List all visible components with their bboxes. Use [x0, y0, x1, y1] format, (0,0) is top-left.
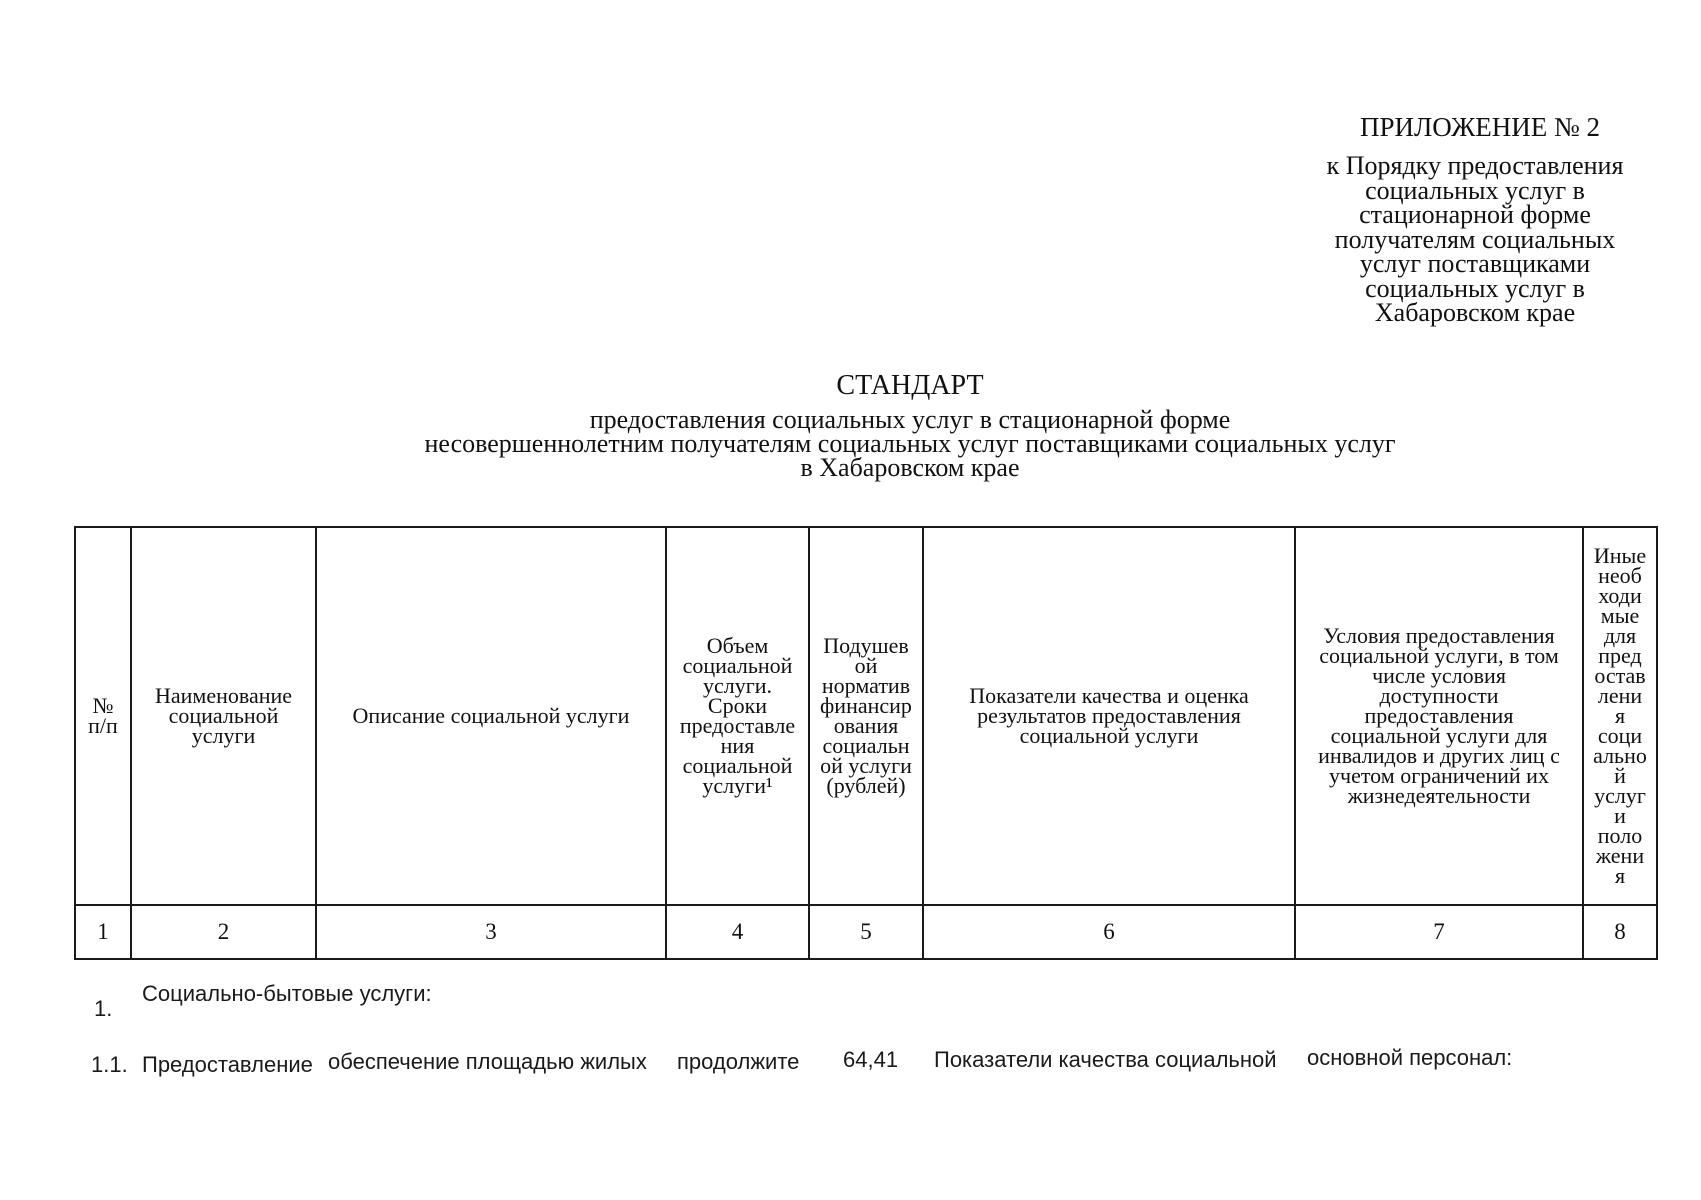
column-header-line: я: [1614, 863, 1626, 888]
column-header-line: ходи: [1598, 583, 1642, 608]
column-number-cell: 1: [75, 905, 131, 959]
column-header-line: для: [1603, 623, 1637, 648]
column-header-line: ния: [720, 733, 755, 758]
column-header-line: ой услуги: [820, 753, 912, 778]
column-header-line: ально: [1593, 743, 1647, 768]
column-number-cell: 5: [809, 905, 923, 959]
column-header-line: мые: [1600, 603, 1640, 628]
column-header-line: й: [1614, 763, 1626, 788]
column-header-line: п/п: [88, 713, 118, 738]
column-header-line: норматив: [821, 673, 911, 698]
column-header-line: финансир: [820, 693, 912, 718]
column-header-1: [75, 527, 131, 905]
appendix-line: к Порядку предоставления: [1326, 151, 1624, 180]
column-number-cell: 6: [923, 905, 1295, 959]
column-header-line: услуги.: [702, 673, 773, 698]
column-header-line: предоставле: [679, 713, 796, 738]
document-title: СТАНДАРТ: [836, 370, 984, 401]
column-header-line: Наименование: [154, 683, 293, 708]
column-header-line: поло: [1597, 823, 1643, 848]
column-header-line: Подушев: [823, 633, 909, 658]
column-header-line: лени: [1597, 683, 1643, 708]
column-number-cell: 3: [316, 905, 666, 959]
column-header-line: социальной: [682, 753, 793, 778]
column-header-line: предоставления: [1364, 703, 1514, 728]
section-title: Социально-бытовые услуги:: [142, 981, 432, 1006]
column-header-line: услуги¹: [702, 773, 773, 798]
column-header-line: результатов предоставления: [977, 703, 1241, 728]
subtitle-line: в Хабаровском крае: [800, 453, 1020, 482]
table-header-row: [75, 527, 1657, 905]
column-header-line: Показатели качества и оценка: [969, 683, 1249, 708]
row-normative: 64,41: [843, 1047, 899, 1072]
column-header-line: остав: [1594, 663, 1646, 688]
row-number: 1.1.: [91, 1052, 128, 1077]
subtitle-line: предоставления социальных услуг в стационарной форме: [589, 405, 1231, 434]
column-number-cell: 7: [1295, 905, 1583, 959]
column-header-7: [1295, 527, 1583, 905]
row-description: обеспечение площадью жилых: [328, 1049, 647, 1074]
column-header-line: ования: [833, 713, 899, 738]
column-header-line: числе условия: [1372, 663, 1506, 688]
column-header-line: услуг: [1594, 783, 1646, 808]
standard-table: [74, 526, 1658, 960]
column-header-line: жизнедеятельности: [1347, 783, 1531, 808]
column-number-cell: 4: [666, 905, 809, 959]
column-header-line: Условия предоставления: [1323, 623, 1555, 648]
column-header-line: я: [1614, 703, 1626, 728]
column-header-line: ой: [854, 653, 878, 678]
column-header-line: услуги: [191, 723, 256, 748]
appendix-line: социальных услуг в: [1365, 175, 1585, 205]
column-header-line: инвалидов и других лиц с: [1318, 743, 1560, 768]
column-header-line: социальной: [682, 653, 793, 678]
column-header-line: социальн: [822, 733, 910, 758]
row-conditions: основной персонал:: [1307, 1045, 1513, 1070]
column-header-4: [666, 527, 809, 905]
row-volume: продолжите: [677, 1049, 800, 1074]
column-header-line: доступности: [1379, 683, 1499, 708]
column-number-cell: 2: [131, 905, 316, 959]
column-header-5: [809, 527, 923, 905]
column-header-8: [1583, 527, 1657, 905]
subtitle-line: несовершеннолетним получателям социальных услуг поставщиками социальных услуг: [424, 429, 1396, 458]
column-number-row: [75, 905, 1657, 959]
document-subtitle: [340, 405, 1480, 482]
column-header-line: необ: [1598, 563, 1642, 588]
appendix-line: услуг поставщиками: [1359, 249, 1591, 278]
appendix-title: ПРИЛОЖЕНИЕ № 2: [1359, 112, 1601, 142]
column-header-line: Иные: [1593, 543, 1647, 568]
column-number-cell: 8: [1583, 905, 1657, 959]
column-header-line: социальной услуги для: [1330, 723, 1548, 748]
row-quality: Показатели качества социальной: [934, 1047, 1277, 1072]
row-service-name: Предоставление: [142, 1052, 313, 1077]
appendix-line: Хабаровском крае: [1374, 298, 1576, 327]
column-header-line: Объем: [706, 633, 769, 658]
column-header-3: [316, 527, 666, 905]
column-header-6: [923, 527, 1295, 905]
column-header-line: и: [1614, 803, 1626, 828]
column-header-line: пред: [1598, 643, 1642, 668]
column-header-line: социальной услуги, в том: [1319, 643, 1559, 668]
column-header-line: учетом ограничений их: [1329, 763, 1549, 788]
column-header-line: жени: [1595, 843, 1645, 868]
appendix-line: получателям социальных: [1334, 224, 1616, 254]
section-number: 1.: [94, 996, 113, 1021]
column-header-2: [131, 527, 316, 905]
appendix-caption: [1295, 151, 1655, 327]
appendix-line: стационарной форме: [1359, 200, 1591, 229]
column-header-line: Сроки: [707, 693, 768, 718]
appendix-line: социальных услуг в: [1365, 273, 1585, 303]
column-header-line: (рублей): [826, 773, 906, 798]
column-header-line: социальной услуги: [1019, 723, 1199, 748]
column-header-line: №: [92, 693, 114, 718]
column-header-line: Описание социальной услуги: [352, 703, 630, 728]
column-header-line: соци: [1597, 723, 1643, 748]
column-header-line: социальной: [168, 703, 279, 728]
